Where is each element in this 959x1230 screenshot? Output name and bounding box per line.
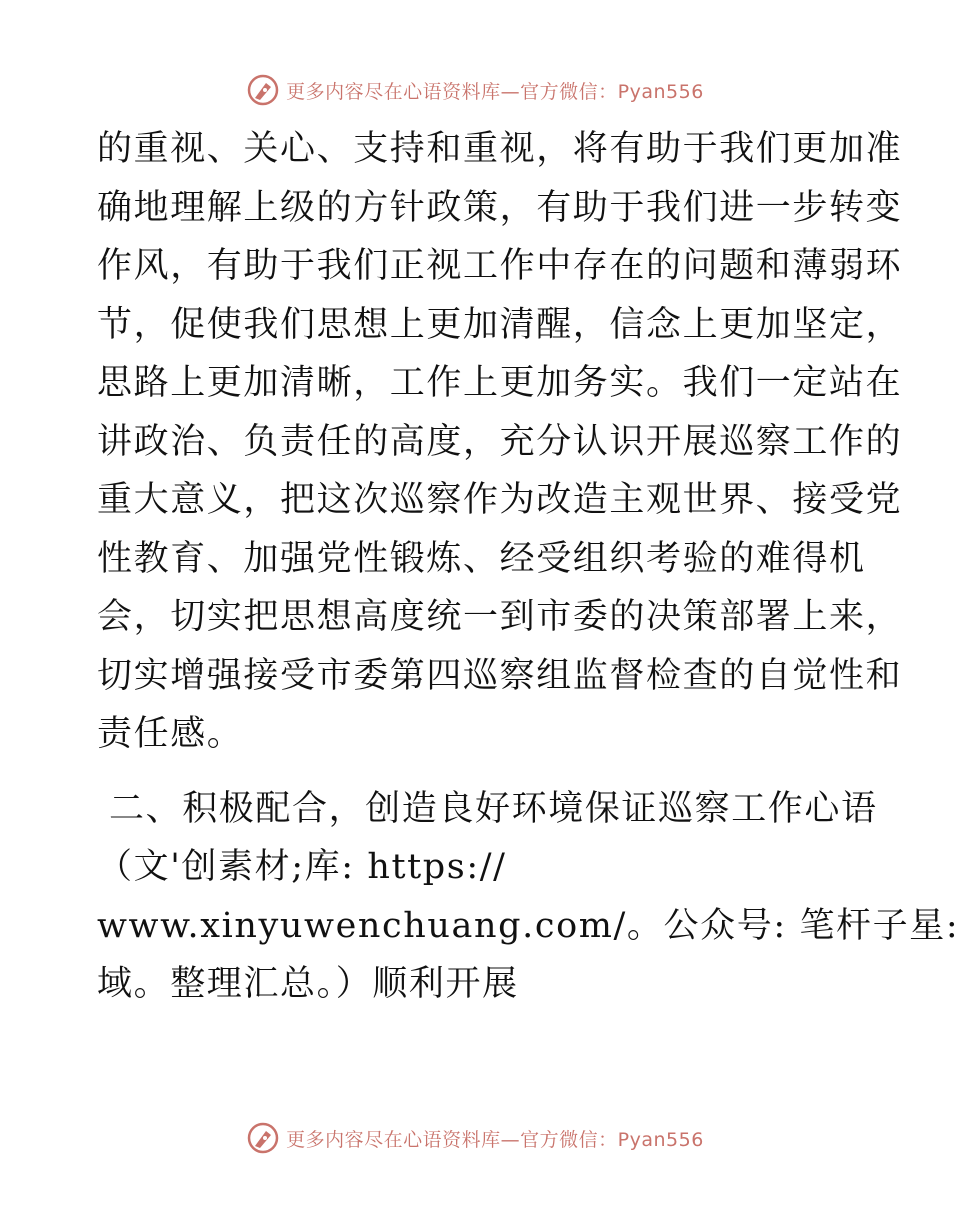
text-line: 节，促使我们思想上更加清醒，信念上更加坚定，	[97, 304, 903, 345]
section-heading: 二、积极配合，创造良好环境保证巡察工作心语	[109, 788, 878, 829]
paragraph-spacer	[97, 764, 857, 780]
text-line: 性教育、加强党性锻炼、经受组织考验的难得机	[97, 538, 866, 579]
header-watermark	[0, 70, 950, 110]
text-line: 会，切实把思想高度统一到市委的决策部署上来，	[97, 597, 903, 637]
text-line: 作风，有助于我们正视工作中存在的问题和薄弱环	[97, 246, 903, 286]
document-body	[97, 120, 959, 1014]
text-line: 的重视、关心、支持和重视，将有助于我们更加准	[97, 129, 903, 169]
footer-watermark-text: 更多内容尽在心语资料库—官方微信：Pyan556	[286, 1128, 704, 1151]
text-line: 责任感。	[97, 714, 244, 754]
text-line: 思路上更加清晰，工作上更加务实。我们一定站在	[97, 363, 903, 403]
text-line: 切实增强接受市委第四巡察组监督检查的自觉性和	[97, 655, 903, 696]
paragraph-2	[97, 838, 959, 1014]
footer-watermark	[0, 1118, 950, 1158]
paragraph-1	[97, 120, 903, 764]
pen-nib-logo-icon	[246, 73, 280, 107]
text-line: （文'创素材;库: https://	[97, 847, 507, 887]
text-line: 域。整理汇总。）顺利开展	[97, 964, 519, 1004]
pen-nib-logo-icon	[246, 1121, 280, 1155]
text-line: 讲政治、负责任的高度，充分认识开展巡察工作的	[97, 421, 903, 462]
text-line: 确地理解上级的方针政策，有助于我们进一步转变	[97, 187, 903, 228]
text-line: 重大意义，把这次巡察作为改造主观世界、接受党	[97, 480, 903, 520]
text-line: www.xinyuwenchuang.com/。公众号: 笔杆子星:	[97, 905, 959, 946]
header-watermark-text: 更多内容尽在心语资料库—官方微信：Pyan556	[286, 80, 704, 103]
